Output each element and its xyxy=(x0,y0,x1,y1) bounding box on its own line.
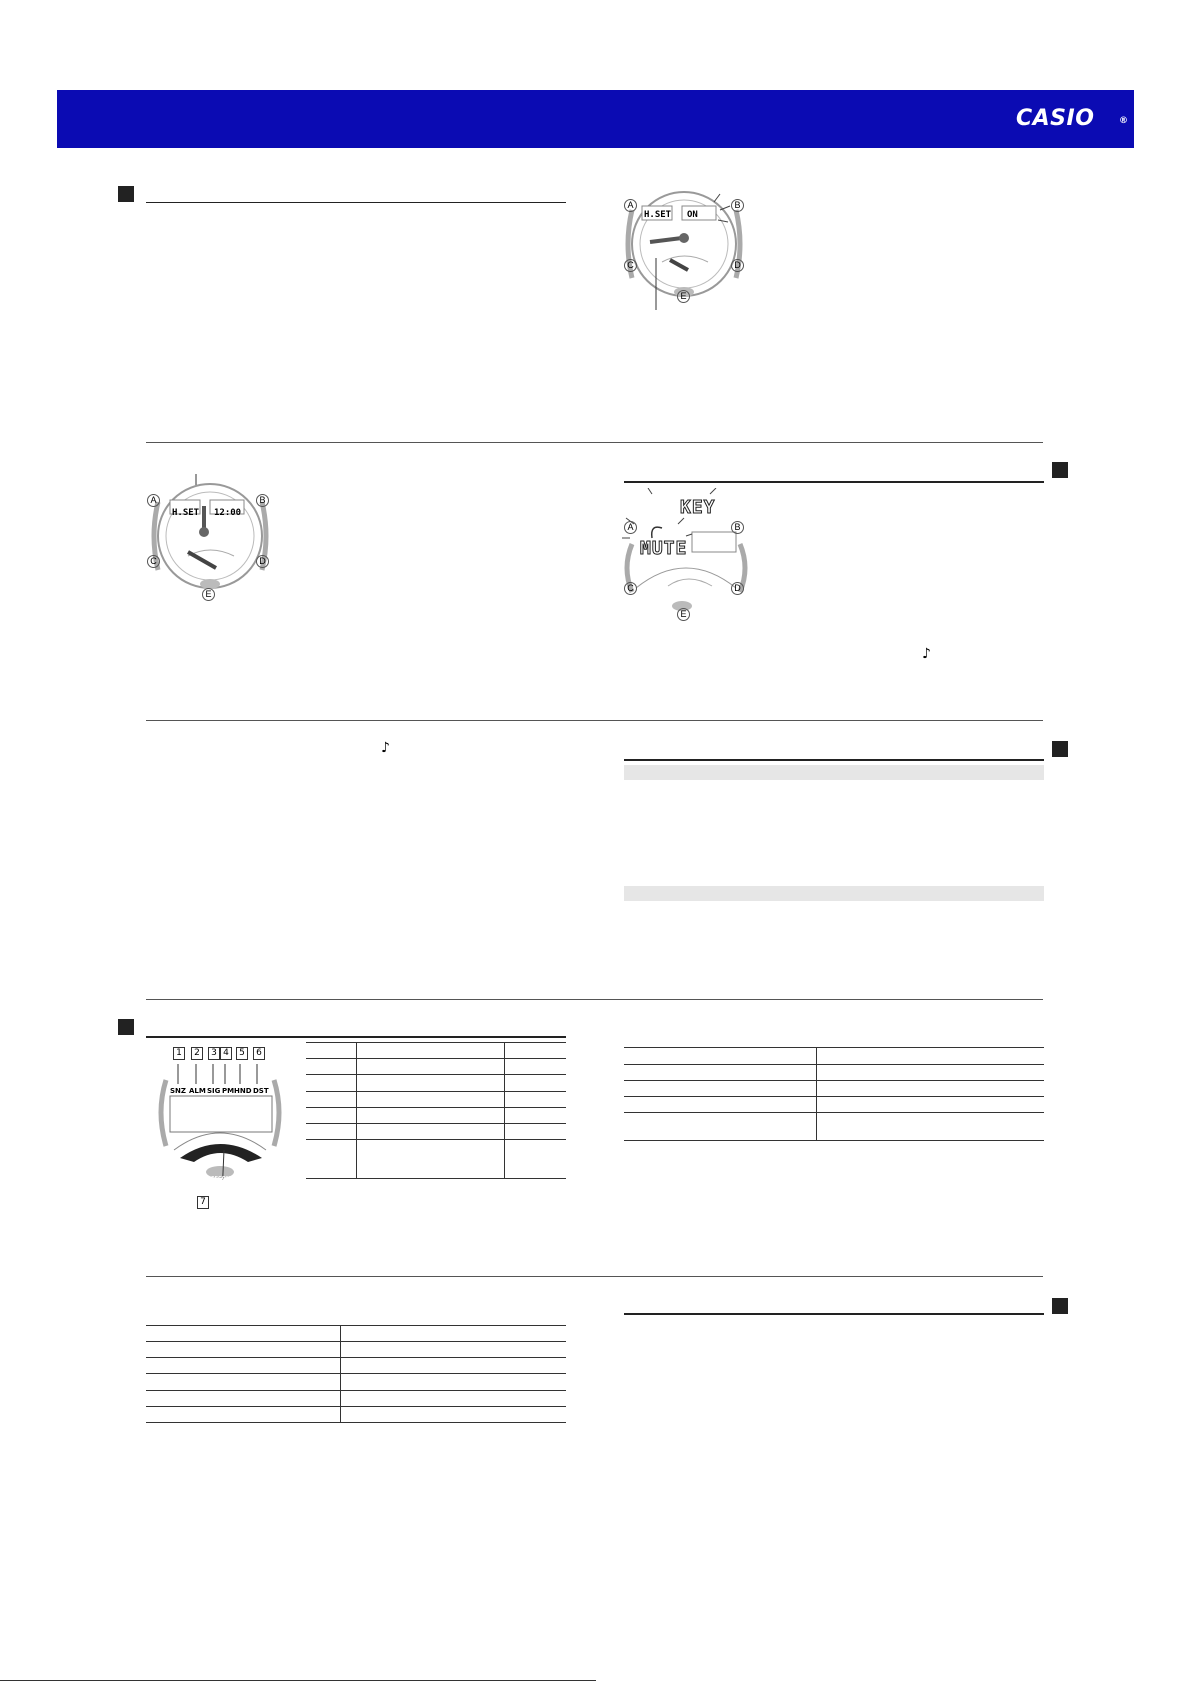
indicator-alm: ALM xyxy=(189,1087,206,1095)
display-hset-label-2: H.SET xyxy=(172,508,200,518)
page-divider-4 xyxy=(146,1276,1043,1277)
table-rule xyxy=(146,1390,566,1391)
section-rule-5 xyxy=(624,1313,1044,1315)
brand-wordmark: CASIO xyxy=(1016,106,1095,131)
table-rule xyxy=(146,1325,566,1326)
header-band xyxy=(57,90,1134,148)
music-note-icon: ♪ xyxy=(922,646,931,662)
music-note-icon-2: ♪ xyxy=(381,740,390,756)
indicator-number-6: 6 xyxy=(253,1047,265,1060)
table-rule xyxy=(146,1341,566,1342)
table-vline xyxy=(356,1042,357,1178)
section-rule-2 xyxy=(624,481,1044,483)
button-a-label: A xyxy=(624,199,637,212)
section-marker xyxy=(118,186,134,202)
button-b-label-3: B xyxy=(731,521,744,534)
table-rule xyxy=(624,1064,1044,1065)
mute-label: MUTE xyxy=(640,538,688,559)
table-rule xyxy=(146,1357,566,1358)
table-rule xyxy=(146,1373,566,1374)
table-rule xyxy=(306,1091,566,1092)
table-vline xyxy=(340,1325,341,1422)
casio-logo xyxy=(1016,106,1134,132)
section-marker-3 xyxy=(1052,741,1068,757)
indicator-sig: SIG xyxy=(207,1087,221,1095)
table-rule xyxy=(306,1074,566,1075)
dial-text: SECOND xyxy=(211,1176,235,1182)
table-rule xyxy=(624,1112,1044,1113)
table-rule xyxy=(146,1422,566,1423)
grey-heading-band-2 xyxy=(624,886,1044,901)
table-rule xyxy=(624,1096,1044,1097)
button-c-label-3: C xyxy=(624,582,637,595)
indicator-number-1: 1 xyxy=(173,1047,185,1060)
section-rule-4 xyxy=(146,1036,566,1038)
key-label: KEY xyxy=(680,497,716,518)
indicator-number-7: 7 xyxy=(197,1196,209,1209)
button-b-label-2: B xyxy=(256,494,269,507)
watch-figure-indicators xyxy=(156,1050,288,1180)
indicator-hnd: HND xyxy=(234,1087,252,1095)
table-vline xyxy=(504,1042,505,1178)
table-rule xyxy=(306,1178,566,1179)
table-rule xyxy=(624,1080,1044,1081)
indicator-pm: PM xyxy=(222,1087,235,1095)
button-a-label-2: A xyxy=(147,494,160,507)
display-on-label: ON xyxy=(687,210,698,220)
button-c-label: C xyxy=(624,259,637,272)
button-d-label-2: D xyxy=(256,555,269,568)
display-time-label: 12:00 xyxy=(214,508,242,518)
button-b-label: B xyxy=(731,199,744,212)
indicator-number-4: 4 xyxy=(220,1047,232,1060)
table-rule xyxy=(306,1123,566,1124)
indicator-number-3: 3 xyxy=(208,1047,220,1060)
table-rule xyxy=(624,1140,1044,1141)
section-marker-4 xyxy=(118,1019,134,1035)
table-rule xyxy=(146,1406,566,1407)
table-vline xyxy=(816,1047,817,1140)
bottom-rule xyxy=(0,1680,596,1681)
page-divider xyxy=(146,442,1043,443)
table-rule xyxy=(306,1139,566,1140)
registered-mark: ® xyxy=(1119,116,1129,126)
page-divider-3 xyxy=(146,999,1043,1000)
button-a-label-3: A xyxy=(624,521,637,534)
grey-heading-band xyxy=(624,765,1044,780)
button-e-label-2: E xyxy=(202,588,215,601)
section-rule-3 xyxy=(624,759,1044,761)
table-rule xyxy=(306,1107,566,1108)
table-rule xyxy=(306,1058,566,1059)
button-e-label: E xyxy=(677,290,690,303)
indicator-snz: SNZ xyxy=(170,1087,186,1095)
indicator-number-2: 2 xyxy=(191,1047,203,1060)
section-marker-2 xyxy=(1052,462,1068,478)
button-d-label-3: D xyxy=(731,582,744,595)
button-d-label: D xyxy=(731,259,744,272)
display-hset-label: H.SET xyxy=(644,210,672,220)
indicator-dst: DST xyxy=(253,1087,269,1095)
table-rule xyxy=(306,1042,566,1043)
page-divider-2 xyxy=(146,720,1043,721)
indicator-number-5: 5 xyxy=(236,1047,248,1060)
section-rule xyxy=(146,202,566,203)
button-c-label-2: C xyxy=(147,555,160,568)
section-marker-5 xyxy=(1052,1298,1068,1314)
watch-figure-hour-set xyxy=(150,472,278,602)
table-rule xyxy=(624,1047,1044,1048)
button-e-label-3: E xyxy=(677,608,690,621)
